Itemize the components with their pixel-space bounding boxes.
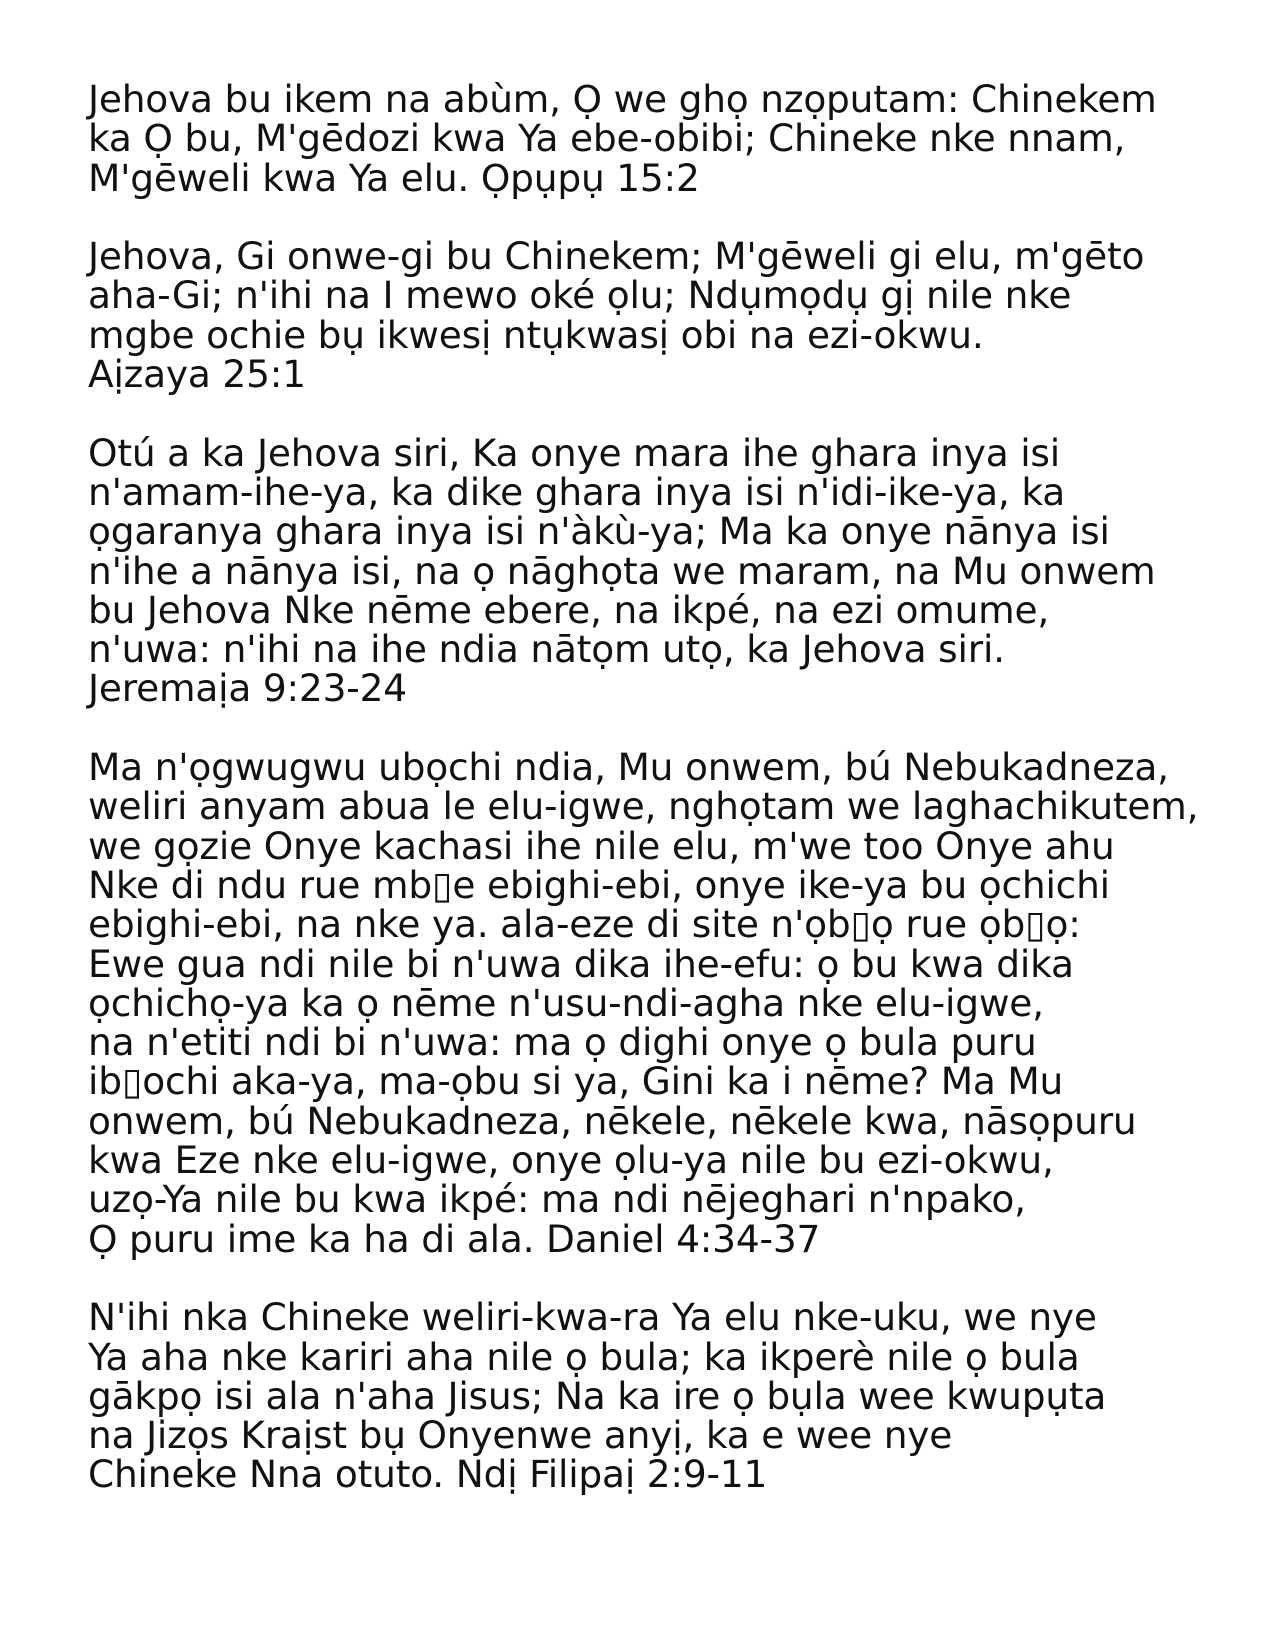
passage-line: na n'etiti ndi bi n'uwa: ma ọ dighi onye ọ bula puru <box>88 1020 1037 1065</box>
passage-line: ọchichọ-ya ka ọ nēme n'usu-ndi-agha nke elu-igwe, <box>88 980 1044 1025</box>
passage-line: n'amam-ihe-ya, ka dike ghara inya isi n'idi-ike-ya, ka <box>88 469 1065 514</box>
passage-line: Jeremaịa 9:23-24 <box>88 666 407 711</box>
passage-line: ib▯ochi aka-ya, ma-ọbu si ya, Gini ka i nēme? Ma Mu <box>88 1059 1064 1104</box>
passage-line: Nke di ndu rue mb▯e ebighi-ebi, onye ike-ya bu ọchichi <box>88 862 1110 907</box>
passage-2 <box>88 234 1268 397</box>
passage-line: Ewe gua ndi nile bi n'uwa dika ihe-efu: ọ bu kwa dika <box>88 941 1074 986</box>
passage-line: N'ihi nka Chineke weliri-kwa-ra Ya elu nke-uku, we nye <box>88 1295 1097 1340</box>
passage-line: M'gēweli kwa Ya elu. Ọpụpụ 15:2 <box>88 155 700 200</box>
passage-line: Jehova bu ikem na abùm, Ọ we ghọ nzọputam: Chinekem <box>88 77 1157 121</box>
passage-line: Aịzaya 25:1 <box>88 352 306 397</box>
document-page <box>88 77 1268 1534</box>
passage-line: uzọ-Ya nile bu kwa ikpé: ma ndi nējeghari n'npako, <box>88 1177 1026 1222</box>
passage-line: Chineke Nna otuto. Ndị Filipaị 2:9-11 <box>88 1452 768 1497</box>
passage-line: Ya aha nke kariri aha nile ọ bula; ka ikperè nile ọ bula <box>88 1334 1080 1379</box>
passage-line: kwa Eze nke elu-igwe, onye ọlu-ya nile bu ezi-okwu, <box>88 1138 1054 1183</box>
passage-3 <box>88 430 1268 711</box>
passage-line: ebighi-ebi, na nke ya. ala-eze di site n'ọb▯ọ rue ọb▯ọ: <box>88 902 1081 947</box>
passage-line: mgbe ochie bụ ikwesị ntụkwasị obi na ezi-okwu. <box>88 312 984 357</box>
passage-line: Otú a ka Jehova siri, Ka onye mara ihe ghara inya isi <box>88 430 1060 475</box>
passage-line: ọgaranya ghara inya isi n'àkù-ya; Ma ka onye nānya isi <box>88 509 1110 554</box>
passage-line: Ọ puru ime ka ha di ala. Daniel 4:34-37 <box>88 1216 821 1261</box>
passage-line: Jehova, Gi onwe-gi bu Chinekem; M'gēweli gi elu, m'gēto <box>88 234 1145 279</box>
passage-line: ka Ọ bu, M'gēdozi kwa Ya ebe-obibi; Chineke nke nnam, <box>88 116 1126 161</box>
passage-4 <box>88 745 1268 1261</box>
passage-line: n'uwa: n'ihi na ihe ndia nātọm utọ, ka Jehova siri. <box>88 627 1005 672</box>
passage-line: na Jizọs Kraịst bụ Onyenwe anyị, ka e wee nye <box>88 1413 953 1458</box>
passage-line: weliri anyam abua le elu-igwe, nghọtam we laghachikutem, <box>88 784 1199 829</box>
passage-line: n'ihe a nānya isi, na ọ nāghọta we maram, na Mu onwem <box>88 548 1156 593</box>
passage-line: Ma n'ọgwugwu ubọchi ndia, Mu onwem, bú Nebukadneza, <box>88 745 1169 790</box>
passage-line: bu Jehova Nke nēme ebere, na ikpé, na ezi omume, <box>88 587 1050 632</box>
passage-line: gākpọ isi ala n'aha Jisus; Na ka ire ọ bụla wee kwupụta <box>88 1373 1107 1418</box>
passage-line: aha-Gi; n'ihi na I mewo oké ọlu; Ndụmọdụ gị nile nke <box>88 273 1072 318</box>
passage-5 <box>88 1295 1268 1497</box>
passage-line: onwem, bú Nebukadneza, nēkele, nēkele kwa, nāsọpuru <box>88 1098 1137 1143</box>
passage-1 <box>88 77 1268 200</box>
passage-line: we gọzie Onye kachasi ihe nile elu, m'we too Onye ahu <box>88 823 1115 868</box>
